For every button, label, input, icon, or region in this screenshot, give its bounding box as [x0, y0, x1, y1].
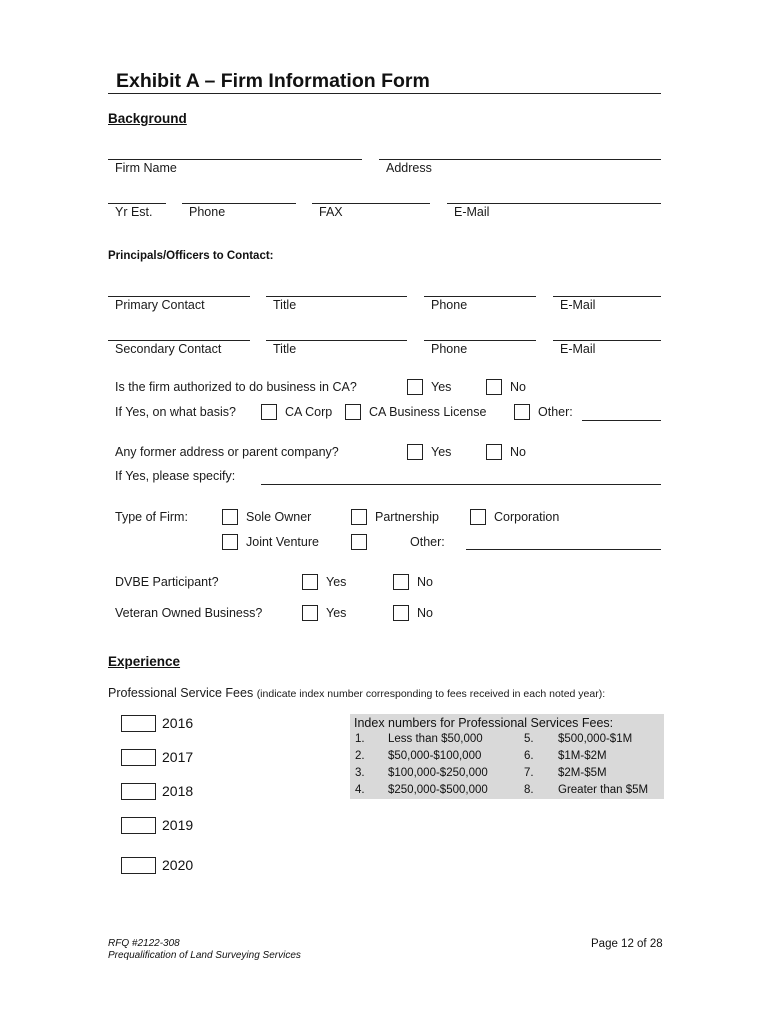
yr-est-field[interactable]: [108, 203, 166, 204]
fee-index-number: 4.: [355, 784, 365, 796]
veteran-no-label: No: [417, 606, 433, 620]
secondary-contact-label: Secondary Contact: [115, 342, 222, 356]
veteran-yes-label: Yes: [326, 606, 347, 620]
secondary-phone-field[interactable]: [424, 340, 536, 341]
basis-other-checkbox[interactable]: [514, 404, 530, 420]
former-no-label: No: [510, 445, 526, 459]
fees-instruction: [108, 686, 605, 700]
authorized-question: Is the firm authorized to do business in CA?: [115, 380, 357, 394]
yr-est-label: Yr Est.: [115, 205, 153, 219]
fee-index-range: $1M-$2M: [558, 750, 607, 762]
firm-type-label: Type of Firm:: [115, 510, 188, 524]
authorized-no-checkbox[interactable]: [486, 379, 502, 395]
fee-index-number: 5.: [524, 733, 534, 745]
fee-index-number: 1.: [355, 733, 365, 745]
fee-index-range: $250,000-$500,000: [388, 784, 488, 796]
fee-index-range: $100,000-$250,000: [388, 767, 488, 779]
firm-name-field[interactable]: [108, 159, 362, 160]
former-yes-checkbox[interactable]: [407, 444, 423, 460]
authorized-no-label: No: [510, 380, 526, 394]
joint-venture-checkbox[interactable]: [222, 534, 238, 550]
secondary-title-field[interactable]: [266, 340, 407, 341]
primary-title-label: Title: [273, 298, 297, 312]
fee-index-2018-field[interactable]: [121, 783, 156, 800]
footer-page-number: Page 12 of 28: [591, 938, 663, 950]
experience-heading: Experience: [108, 654, 181, 669]
address-field[interactable]: [379, 159, 661, 160]
dvbe-yes-label: Yes: [326, 575, 347, 589]
fee-index-2020-field[interactable]: [121, 857, 156, 874]
corporation-label: Corporation: [494, 510, 560, 524]
primary-email-field[interactable]: [553, 296, 661, 297]
year-2017-label: 2017: [162, 749, 194, 765]
phone-label: Phone: [189, 205, 226, 219]
fee-index-heading: Index numbers for Professional Services Fees:: [354, 716, 614, 730]
fee-index-number: 7.: [524, 767, 534, 779]
secondary-title-label: Title: [273, 342, 297, 356]
secondary-contact-field[interactable]: [108, 340, 250, 341]
former-address-question: Any former address or parent company?: [115, 445, 339, 459]
veteran-no-checkbox[interactable]: [393, 605, 409, 621]
phone-field[interactable]: [182, 203, 296, 204]
fees-label: Professional Service Fees: [108, 686, 254, 700]
fax-field[interactable]: [312, 203, 430, 204]
veteran-yes-checkbox[interactable]: [302, 605, 318, 621]
dvbe-no-label: No: [417, 575, 433, 589]
primary-contact-field[interactable]: [108, 296, 250, 297]
partnership-checkbox[interactable]: [351, 509, 367, 525]
background-heading: Background: [108, 111, 187, 126]
year-2016-label: 2016: [162, 715, 194, 731]
basis-other-field[interactable]: [582, 420, 661, 421]
primary-phone-field[interactable]: [424, 296, 536, 297]
sole-owner-checkbox[interactable]: [222, 509, 238, 525]
fee-index-range: $50,000-$100,000: [388, 750, 482, 762]
primary-title-field[interactable]: [266, 296, 407, 297]
partnership-label: Partnership: [375, 510, 439, 524]
basis-question: If Yes, on what basis?: [115, 405, 236, 419]
sole-owner-label: Sole Owner: [246, 510, 312, 524]
secondary-email-field[interactable]: [553, 340, 661, 341]
fee-index-number: 3.: [355, 767, 365, 779]
specify-label: If Yes, please specify:: [115, 469, 236, 483]
fees-note: (indicate index number corresponding to fees received in each noted year):: [256, 688, 606, 700]
primary-phone-label: Phone: [431, 298, 468, 312]
veteran-question: Veteran Owned Business?: [115, 606, 263, 620]
principals-heading: Principals/Officers to Contact:: [108, 250, 274, 262]
dvbe-yes-checkbox[interactable]: [302, 574, 318, 590]
firm-name-label: Firm Name: [115, 161, 177, 175]
email-label: E-Mail: [454, 205, 490, 219]
address-label: Address: [386, 161, 432, 175]
ca-corp-checkbox[interactable]: [261, 404, 277, 420]
fee-index-2016-field[interactable]: [121, 715, 156, 732]
authorized-yes-label: Yes: [431, 380, 452, 394]
footer-rfq: RFQ #2122-308: [108, 938, 180, 949]
ca-business-license-checkbox[interactable]: [345, 404, 361, 420]
fax-label: FAX: [319, 205, 343, 219]
fee-index-number: 2.: [355, 750, 365, 762]
email-field[interactable]: [447, 203, 661, 204]
fee-index-range: $2M-$5M: [558, 767, 607, 779]
fee-index-2019-field[interactable]: [121, 817, 156, 834]
fee-index-range: $500,000-$1M: [558, 733, 633, 745]
primary-contact-label: Primary Contact: [115, 298, 205, 312]
primary-email-label: E-Mail: [560, 298, 596, 312]
specify-field[interactable]: [261, 484, 661, 485]
fee-index-range: Less than $50,000: [388, 733, 483, 745]
title-divider: [108, 93, 661, 94]
secondary-phone-label: Phone: [431, 342, 468, 356]
dvbe-question: DVBE Participant?: [115, 575, 219, 589]
firm-type-other-field[interactable]: [466, 549, 661, 550]
fee-index-range: Greater than $5M: [558, 784, 649, 796]
footer-project: Prequalification of Land Surveying Services: [108, 950, 301, 961]
ca-business-license-label: CA Business License: [369, 405, 487, 419]
fee-index-2017-field[interactable]: [121, 749, 156, 766]
former-yes-label: Yes: [431, 445, 452, 459]
year-2020-label: 2020: [162, 857, 194, 873]
authorized-yes-checkbox[interactable]: [407, 379, 423, 395]
joint-venture-label: Joint Venture: [246, 535, 319, 549]
dvbe-no-checkbox[interactable]: [393, 574, 409, 590]
year-2019-label: 2019: [162, 817, 194, 833]
basis-other-label: Other:: [538, 405, 573, 419]
secondary-email-label: E-Mail: [560, 342, 596, 356]
firm-type-other-label: Other:: [410, 535, 445, 549]
ca-corp-label: CA Corp: [285, 405, 333, 419]
corporation-checkbox[interactable]: [470, 509, 486, 525]
page-title: Exhibit A – Firm Information Form: [116, 70, 430, 92]
fee-index-number: 6.: [524, 750, 534, 762]
year-2018-label: 2018: [162, 783, 194, 799]
former-no-checkbox[interactable]: [486, 444, 502, 460]
fee-index-number: 8.: [524, 784, 534, 796]
firm-type-other-checkbox[interactable]: [351, 534, 367, 550]
